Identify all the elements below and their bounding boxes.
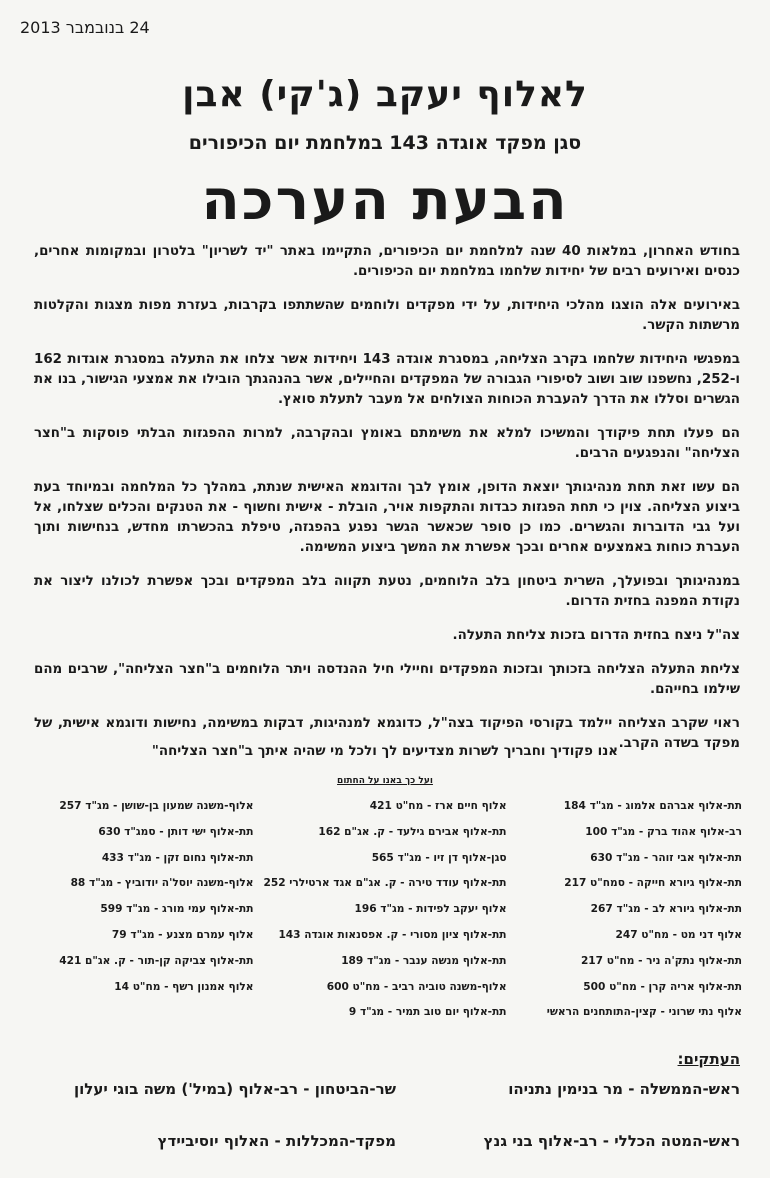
signatory: סגן-אלוף דן זיו - מג"ד 565 xyxy=(371,851,507,864)
letter-date: 24 בנובמבר 2013 xyxy=(20,18,150,37)
copy-recipient: ראש-המטה הכללי - רב-אלוף בני גנץ xyxy=(483,1132,740,1150)
signatories-column-middle xyxy=(263,800,506,1032)
signatory: תת-אלוף צביקה קן-תור - ק. אג"ם 421 xyxy=(59,954,254,967)
signatory: אלוף-משנה יוסל'ה יודוביץ - מג"ד 88 xyxy=(70,877,254,890)
paragraph: במנהיגותך ובפועלך, השרית ביטחון בלב הלוחמים, נטעת תקווה בלב המפקדים ובכך אפשרת לכולנו ליצור את נקודת המפנה בחזית הדרום. xyxy=(34,574,740,609)
signatory: תת-אלוף אבירם גילעד - ק. אג"ם 162 xyxy=(318,825,507,838)
signed-note: ועל כך באנו על החתום xyxy=(337,776,433,786)
signatory: תת-אלוף עודד טירה - ק. אג"ם אגד ארטילרי 252 xyxy=(263,877,507,890)
signatory: תת-אלוף אברהם אלמוג - מג"ד 184 xyxy=(563,800,742,812)
paragraph: הם פעלו תחת פיקודך והמשיכו למלא את משימתם באומץ ובהקרבה, למרות ההפגזות הבלתי פוסקות ב"חצר הצליחה" והנפגעים הרבים. xyxy=(34,426,740,461)
signatory: תת-אלוף גיורא חייקה - סמח"ט 217 xyxy=(564,877,742,890)
signatory: תת-אלוף נחום זקן - מג"ד 433 xyxy=(101,851,254,864)
paragraph: בחודש האחרון, במלאות 40 שנה למלחמת יום הכיפורים, התקיימו באתר "יד לשריון" בלטרון ובמקומות אחרים, כנסים ואירועים רבים של יחידות שלחמו במלחמת יום הכיפורים. xyxy=(34,244,740,279)
paragraph: הם עשו זאת תחת מנהיגותך יוצאת הדופן, אומץ לבך והדוגמא האישית שנתת, במהלך כל המלחמה ובמיוחד בעת ביצוע הצליחה. צוין כי תחת הפגזות כבדות והתקפות אויר, הובלת - אישית וחשוף - את הטנקים והכלים שצלחו, אל ועל גבי הדוברות והגשרים. כמו כן סופר שכאשר הגשר נפגע בהפגזה, טיפלת בהכשרתו מחדש, בנחישות ותוך העברת כוחות באמצעים אחרים ובכך אפשרת את המשך ביצוע המשימה. xyxy=(34,480,740,555)
signatory: תת-אלוף אבי זוהר - מג"ד 630 xyxy=(590,851,742,864)
copies-label: העתקים: xyxy=(677,1050,740,1068)
paragraph: צה"ל ניצח בחזית הדרום בזכות צליחת התעלה. xyxy=(452,628,740,643)
signatory: אלוף יעקב לפידות - מג"ד 196 xyxy=(354,903,507,916)
letter-body xyxy=(34,242,740,768)
signatory: אלוף עמרם מצנע - מג"ד 79 xyxy=(111,928,254,941)
signatory: תת-אלוף מנשה ענבר - מג"ד 189 xyxy=(341,954,507,967)
signatory: אלוף אמנון רשף - מח"ט 14 xyxy=(114,980,254,993)
paragraph: צליחת התעלה הצליחה בזכותך ובזכות המפקדים וחיילי חיל ההנדסה ויתר הלוחמים ב"חצר הצליחה", שרבים מהם שילמו בחייהם. xyxy=(34,662,740,697)
signatory: תת-אלוף אריה קרן - מח"ט 500 xyxy=(583,980,742,993)
signatory: תת-אלוף ציון מסורי - ק. אפסנאות אוגדה 143 xyxy=(278,928,507,941)
paragraph: באירועים אלה הוצגו מהלכי היחידות, על ידי מפקדים ולוחמים שהשתתפו בקרבות, בעזרת מפות מצגות והקלטות מרשתות הקשר. xyxy=(34,298,740,333)
copies-list xyxy=(52,1080,740,1150)
signatory: אלוף-משנה שמעון בן-שושן - מג"ד 257 xyxy=(59,800,254,812)
paragraph: ראוי שקרב הצליחה יילמד בקורסי הפיקוד בצה"ל, כדוגמא למנהיגות, דבקות במשימה, נחישות ודוגמא אישית, של מפקד בשדה הקרב. xyxy=(34,716,740,751)
signatories-list xyxy=(28,800,742,1032)
copy-recipient: ראש-הממשלה - מר בנימין נתניהו xyxy=(508,1080,740,1098)
addressee-role: סגן מפקד אוגדה 143 במלחמת יום הכיפורים xyxy=(188,132,582,154)
addressee-heading: לאלוף יעקב (ג'קי) אבן xyxy=(182,74,588,115)
signatory: רב-אלוף אהוד ברק - מג"ד 100 xyxy=(585,825,742,838)
signatories-column-left xyxy=(28,800,253,1032)
copy-recipient: שר-הביטחון - רב-אלוף (במיל') משה בוגי יעלון xyxy=(73,1080,396,1098)
closing-salute: אנו פקודיך וחבריך לשרות מצדיעים לך ולכל מי שהיה איתך ב"חצר הצליחה" xyxy=(151,744,619,759)
signatory: תת-אלוף ישי דותן - סמג"ד 630 xyxy=(98,825,254,838)
signatory: אלוף חיים ארז - מח"ט 421 xyxy=(369,800,507,812)
paragraph: במפגשי היחידות שלחמו בקרב הצליחה, במסגרת אוגדה 143 ויחידות אשר צלחו את התעלה במסגרת אוגדות 162 ו-252, נחשפנו שוב ושוב לסיפורי הגבורה של המפקדים והחיילים, אשר בהנהגתך הובילו את אמצעי הגישור, בנו את הגשרים וסללו את הדרך להעברת הכוחות הצולחים אל מעבר לתעלת סואץ. xyxy=(34,352,740,407)
signatory: תת-אלוף עמי מורג - מג"ד 599 xyxy=(100,903,254,916)
signatory: תת-אלוף נתק'ה ניר - מח"ט 217 xyxy=(580,954,742,967)
letter-title: הבעת הערכה xyxy=(201,168,569,233)
signatory: אלוף-משנה טוביה רביב - מח"ט 600 xyxy=(326,980,507,993)
signatory: תת-אלוף גיורא לב - מג"ד 267 xyxy=(590,903,742,916)
signatory: אלוף נתי שרוני - קצין-התותחנים הראשי xyxy=(546,1006,742,1019)
signatory: אלוף דני מט - מח"ט 247 xyxy=(615,928,742,941)
signatories-column-right xyxy=(517,800,742,1032)
copy-recipient: מפקד-המכללות - האלוף יוסיביידץ xyxy=(157,1132,396,1150)
signatory: תת-אלוף יום טוב תמיר - מג"ד 9 xyxy=(348,1006,507,1019)
